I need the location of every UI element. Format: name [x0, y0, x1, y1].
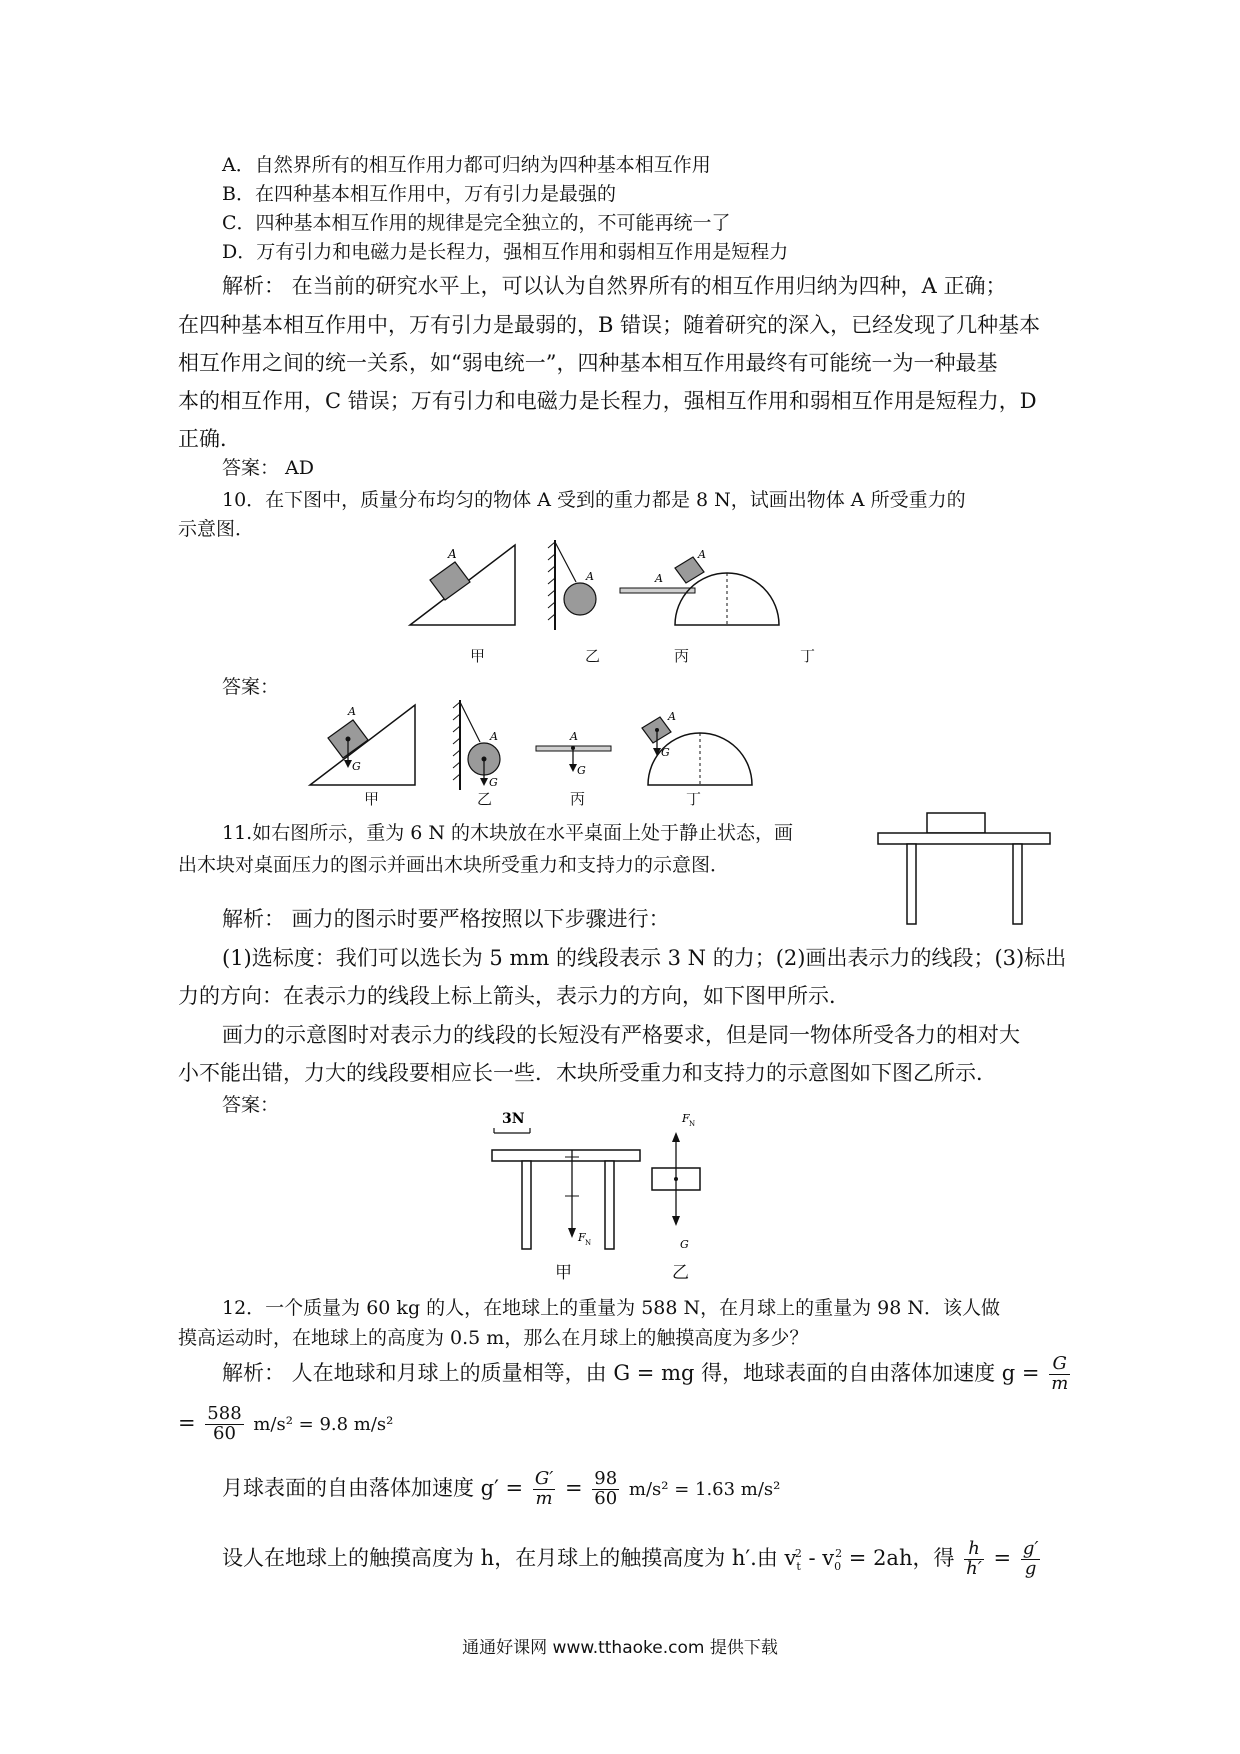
q12-analysis-line-1: 解析： 人在地球和月球上的质量相等，由 G = mg 得，地球表面的自由落体加速度 g = $\frac{G}{m}$ — [222, 1353, 1069, 1394]
frac-gprime-over-g: $\frac{g'}{g}$ — [1022, 1538, 1039, 1579]
q12-text-line-2: 摸高运动时，在地球上的高度为 0.5 m，那么在月球上的触摸高度为多少？ — [178, 1327, 809, 1349]
q11-analysis-line-1: 解析： 画力的图示时要严格按照以下步骤进行： — [222, 907, 670, 931]
frac-98-over-60: $\frac{98}{60}$ — [594, 1468, 618, 1509]
q9-analysis-line-4: 本的相互作用，C 错误；万有引力和电磁力是长程力，强相互作用和弱相互作用是短程力，D — [178, 389, 1037, 413]
q12-analysis-line-4: 设人在地球上的触摸高度为 h，在月球上的触摸高度为 h′.由 $v_t^2 - v_0^2 = 2ah$，得 $\frac{h}{h'}$ = $\frac{g'}{g}$ — [222, 1538, 1039, 1579]
q10-fig-label-bing: 丙 — [674, 647, 690, 665]
hemisphere-a-label: A — [698, 548, 706, 561]
scale-label: 3N — [502, 1111, 525, 1127]
table-top — [878, 833, 1050, 844]
q12-analysis-line-2: = $\frac{588}{60}$ m/s² = 9.8 m/s² — [178, 1403, 394, 1444]
q9-option-c: C．四种基本相互作用的规律是完全独立的，不可能再统一了 — [222, 212, 731, 234]
q10-fig-label-yi: 乙 — [585, 647, 601, 665]
ball-a — [564, 583, 596, 615]
table-leg-right — [1013, 844, 1022, 924]
q12-text-line-1: 12．一个质量为 60 kg 的人，在地球上的重量为 588 N，在月球上的重量为 98 N．该人做 — [222, 1297, 1000, 1319]
q11-analysis-line-2: (1)选标度：我们可以选长为 5 mm 的线段表示 3 N 的力；(2)画出表示力的线段；(3)标出 — [222, 946, 1067, 970]
svg-text:A: A — [570, 730, 578, 743]
frac-588-over-60: $\frac{588}{60}$ — [207, 1403, 242, 1444]
q10-text-line-1: 10．在下图中，质量分布均匀的物体 A 受到的重力都是 8 N，试画出物体 A 所受重力的 — [222, 489, 966, 511]
q11-analysis-line-4: 画力的示意图时对表示力的线段的长短没有严格要求，但是同一物体所受各力的相对大 — [222, 1023, 1020, 1047]
q11-analysis-line-5: 小不能出错，力大的线段要相应长一些．木块所受重力和支持力的示意图如下图乙所示． — [178, 1061, 997, 1085]
svg-text:F: F — [578, 1231, 586, 1244]
svg-text:F: F — [682, 1112, 690, 1125]
q10-answer-label-jia: 甲 — [364, 790, 380, 808]
svg-text:A: A — [490, 730, 498, 743]
q11-analysis-line-3: 力的方向：在表示力的线段上标上箭头，表示力的方向，如下图甲所示． — [178, 984, 850, 1008]
q11-table-figure — [875, 808, 1055, 928]
rod-a — [620, 588, 695, 593]
block-a-label: A — [448, 547, 457, 561]
q11-answer-figure — [480, 1108, 800, 1258]
q10-fig-label-ding: 丁 — [800, 647, 816, 665]
svg-text:G: G — [489, 776, 498, 789]
page-footer: 通通好课网 www.tthaoke.com 提供下载 — [462, 1638, 778, 1658]
svg-text:A: A — [668, 710, 676, 723]
q11-answer-label: 答案： — [222, 1094, 280, 1116]
svg-text:G: G — [661, 746, 670, 759]
q11-text-line-1: 11.如右图所示，重为 6 N 的木块放在水平桌面上处于静止状态，画 — [222, 822, 794, 844]
q9-option-d: D．万有引力和电磁力是长程力，强相互作用和弱相互作用是短程力 — [222, 241, 789, 263]
q9-analysis-line-1: 解析： 在当前的研究水平上，可以认为自然界所有的相互作用归纳为四种，A 正确； — [222, 274, 1007, 298]
table-leg-left — [907, 844, 916, 924]
q11-fig-label-yi: 乙 — [672, 1263, 689, 1283]
q10-answer-label-ding: 丁 — [686, 790, 702, 808]
q9-analysis-line-5: 正确． — [178, 427, 241, 451]
svg-text:N: N — [689, 1120, 696, 1128]
q11-text-line-2: 出木块对桌面压力的图示并画出木块所受重力和支持力的示意图． — [178, 854, 730, 876]
ball-a-label: A — [586, 570, 594, 583]
svg-text:G: G — [577, 764, 586, 777]
q12-analysis-line-3: 月球表面的自由落体加速度 g′ = $\frac{G'}{m}$ = $\frac{98}{60}$ m/s² = 1.63 m/s² — [222, 1468, 781, 1509]
q9-analysis-line-2: 在四种基本相互作用中，万有引力是最弱的，B 错误；随着研究的深入，已经发现了几种基本 — [178, 313, 1041, 337]
q9-answer: 答案： AD — [222, 457, 314, 479]
rod-a-label: A — [655, 572, 663, 585]
q9-option-b: B．在四种基本相互作用中，万有引力是最强的 — [222, 183, 616, 205]
block-a — [430, 562, 470, 600]
q10-text-line-2: 示意图． — [178, 518, 255, 540]
frac-h-over-hprime: $\frac{h}{h'}$ — [966, 1538, 982, 1579]
g-label-jia: G — [352, 760, 361, 773]
q10-answer-label-yi: 乙 — [477, 790, 493, 808]
q9-option-a: A．自然界所有的相互作用力都可归纳为四种基本相互作用 — [222, 154, 711, 176]
frac-gprime-over-m: $\frac{G'}{m}$ — [534, 1468, 554, 1509]
frac-g-over-m: $\frac{G}{m}$ — [1051, 1353, 1069, 1394]
q9-analysis-line-3: 相互作用之间的统一关系，如“弱电统一”，四种基本相互作用最终有可能统一为一种最基 — [178, 351, 998, 375]
svg-text:N: N — [585, 1239, 592, 1247]
q10-answer-figure — [300, 690, 800, 800]
q10-fig-label-jia: 甲 — [470, 647, 486, 665]
svg-text:A: A — [348, 705, 356, 718]
q11-fig-label-jia: 甲 — [555, 1263, 572, 1283]
svg-text:G: G — [680, 1238, 689, 1251]
q10-answer-label-bing: 丙 — [570, 790, 586, 808]
wood-block — [927, 813, 985, 833]
q10-answer-label: 答案： — [222, 676, 280, 698]
